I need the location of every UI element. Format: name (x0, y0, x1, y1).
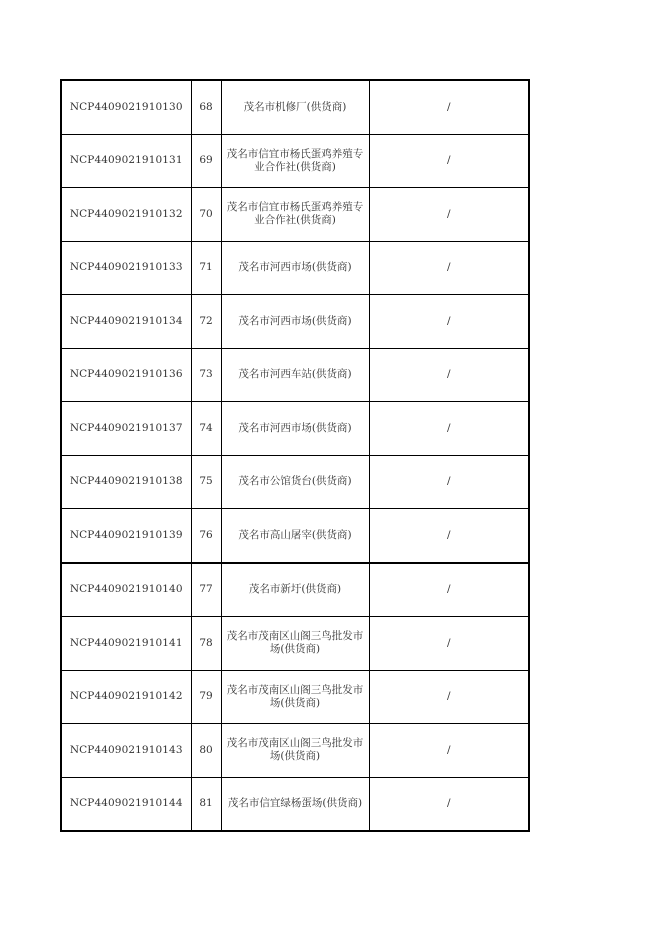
sample-code-cell[interactable]: NCP4409021910131 (61, 134, 191, 188)
sample-code-cell[interactable]: NCP4409021910130 (61, 80, 191, 134)
table-row (61, 509, 529, 563)
supplier-cell[interactable]: 茂名市河西市场(供货商) (221, 295, 369, 349)
sequence-cell[interactable]: 79 (191, 670, 221, 724)
sequence-cell[interactable]: 68 (191, 80, 221, 134)
table-row (61, 80, 529, 134)
data-table (60, 79, 530, 832)
sample-code-cell[interactable]: NCP4409021910137 (61, 402, 191, 456)
sample-code-cell[interactable]: NCP4409021910134 (61, 295, 191, 349)
supplier-cell[interactable]: 茂名市信宜市杨氏蛋鸡养殖专业合作社(供货商) (221, 134, 369, 188)
supplier-cell[interactable]: 茂名市茂南区山阁三鸟批发市场(供货商) (221, 670, 369, 724)
extra-cell[interactable]: / (369, 241, 529, 295)
table-row (61, 402, 529, 456)
sample-code-cell[interactable]: NCP4409021910142 (61, 670, 191, 724)
supplier-cell[interactable]: 茂名市河西车站(供货商) (221, 348, 369, 402)
extra-cell[interactable]: / (369, 295, 529, 349)
supplier-cell[interactable]: 茂名市新圩(供货商) (221, 563, 369, 617)
sequence-cell[interactable]: 76 (191, 509, 221, 563)
sample-code-cell[interactable]: NCP4409021910136 (61, 348, 191, 402)
table-row (61, 134, 529, 188)
supplier-cell[interactable]: 茂名市机修厂(供货商) (221, 80, 369, 134)
table-row (61, 617, 529, 671)
table-row (61, 455, 529, 509)
supplier-cell[interactable]: 茂名市河西市场(供货商) (221, 402, 369, 456)
supplier-cell[interactable]: 茂名市公馆货台(供货商) (221, 455, 369, 509)
supplier-cell[interactable]: 茂名市茂南区山阁三鸟批发市场(供货商) (221, 724, 369, 778)
sequence-cell[interactable]: 81 (191, 777, 221, 831)
sequence-cell[interactable]: 70 (191, 188, 221, 242)
supplier-cell[interactable]: 茂名市河西市场(供货商) (221, 241, 369, 295)
extra-cell[interactable]: / (369, 348, 529, 402)
table-row (61, 724, 529, 778)
table-row (61, 563, 529, 617)
sample-code-cell[interactable]: NCP4409021910139 (61, 509, 191, 563)
sequence-cell[interactable]: 74 (191, 402, 221, 456)
extra-cell[interactable]: / (369, 724, 529, 778)
extra-cell[interactable]: / (369, 563, 529, 617)
table-row (61, 670, 529, 724)
sample-code-cell[interactable]: NCP4409021910133 (61, 241, 191, 295)
table-row (61, 188, 529, 242)
sample-code-cell[interactable]: NCP4409021910138 (61, 455, 191, 509)
sequence-cell[interactable]: 78 (191, 617, 221, 671)
extra-cell[interactable]: / (369, 509, 529, 563)
table-row (61, 241, 529, 295)
supplier-cell[interactable]: 茂名市茂南区山阁三鸟批发市场(供货商) (221, 617, 369, 671)
table-row (61, 295, 529, 349)
extra-cell[interactable]: / (369, 617, 529, 671)
sequence-cell[interactable]: 71 (191, 241, 221, 295)
extra-cell[interactable]: / (369, 134, 529, 188)
supplier-cell[interactable]: 茂名市信宜绿杨蛋场(供货商) (221, 777, 369, 831)
supplier-cell[interactable]: 茂名市信宜市杨氏蛋鸡养殖专业合作社(供货商) (221, 188, 369, 242)
sample-code-cell[interactable]: NCP4409021910132 (61, 188, 191, 242)
extra-cell[interactable]: / (369, 80, 529, 134)
extra-cell[interactable]: / (369, 670, 529, 724)
extra-cell[interactable]: / (369, 777, 529, 831)
sequence-cell[interactable]: 80 (191, 724, 221, 778)
sample-code-cell[interactable]: NCP4409021910141 (61, 617, 191, 671)
sequence-cell[interactable]: 77 (191, 563, 221, 617)
extra-cell[interactable]: / (369, 455, 529, 509)
extra-cell[interactable]: / (369, 402, 529, 456)
extra-cell[interactable]: / (369, 188, 529, 242)
table-row (61, 777, 529, 831)
sequence-cell[interactable]: 73 (191, 348, 221, 402)
sample-code-cell[interactable]: NCP4409021910144 (61, 777, 191, 831)
table-row (61, 348, 529, 402)
sequence-cell[interactable]: 72 (191, 295, 221, 349)
supplier-cell[interactable]: 茂名市高山屠宰(供货商) (221, 509, 369, 563)
sequence-cell[interactable]: 75 (191, 455, 221, 509)
sequence-cell[interactable]: 69 (191, 134, 221, 188)
sample-code-cell[interactable]: NCP4409021910140 (61, 563, 191, 617)
sample-code-cell[interactable]: NCP4409021910143 (61, 724, 191, 778)
